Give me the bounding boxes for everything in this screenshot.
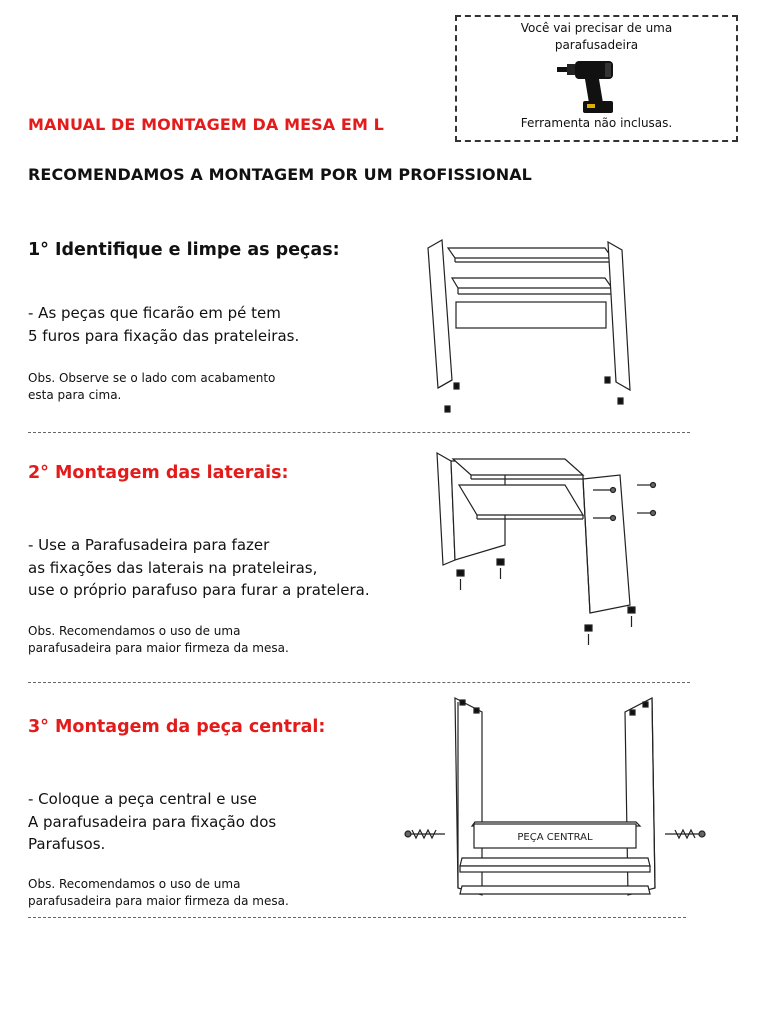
tool-notice-box xyxy=(455,15,738,142)
step3-line: - Coloque a peça central e use xyxy=(28,790,257,808)
separator xyxy=(28,432,690,433)
manual-subtitle: RECOMENDAMOS A MONTAGEM POR UM PROFISSIONAL xyxy=(28,165,532,184)
step3-line: Parafusos. xyxy=(28,835,106,853)
step2-line: use o próprio parafuso para furar a pratelera. xyxy=(28,581,370,599)
step2-line: - Use a Parafusadeira para fazer xyxy=(28,536,270,554)
central-piece-label: PEÇA CENTRAL xyxy=(517,832,593,843)
step3-heading: 3° Montagem da peça central: xyxy=(28,717,326,737)
step1-heading: 1° Identifique e limpe as peças: xyxy=(28,240,340,260)
step3-line: A parafusadeira para fixação dos xyxy=(28,812,277,831)
step2-heading: 2° Montagem das laterais: xyxy=(28,463,289,483)
step1-diagram xyxy=(400,230,690,420)
step2-text xyxy=(28,534,370,602)
step1-obs-line: Obs. Observe se o lado com acabamento xyxy=(28,371,276,385)
step2-obs-line: parafusadeira para maior firmeza da mesa. xyxy=(28,641,289,655)
step1-obs-line: esta para cima. xyxy=(28,388,122,402)
step1-text xyxy=(28,302,299,347)
step1-obs xyxy=(28,370,275,404)
step1-line: 5 furos para fixação das prateleiras. xyxy=(28,326,300,345)
manual-title: MANUAL DE MONTAGEM DA MESA EM L xyxy=(28,115,384,134)
step3-obs-line: Obs. Recomendamos o uso de uma xyxy=(28,877,241,891)
separator xyxy=(28,682,690,683)
step2-obs xyxy=(28,623,289,657)
tool-notice-line2: parafusadeira xyxy=(554,38,639,52)
step3-diagram xyxy=(400,690,710,910)
separator xyxy=(28,917,686,918)
step2-diagram xyxy=(425,445,665,650)
step3-obs xyxy=(28,876,289,910)
step3-obs-line: parafusadeira para maior firmeza da mesa. xyxy=(28,894,289,908)
step3-text xyxy=(28,788,276,856)
tool-notice-line1: Você vai precisar de uma xyxy=(520,21,673,35)
tool-notice-note: Ferramenta não inclusas. xyxy=(520,116,673,130)
drill-icon xyxy=(557,57,627,117)
step2-obs-line: Obs. Recomendamos o uso de uma xyxy=(28,624,241,638)
step1-line: - As peças que ficarão em pé tem xyxy=(28,304,281,322)
step2-line: as fixações das laterais na prateleiras, xyxy=(28,558,318,577)
